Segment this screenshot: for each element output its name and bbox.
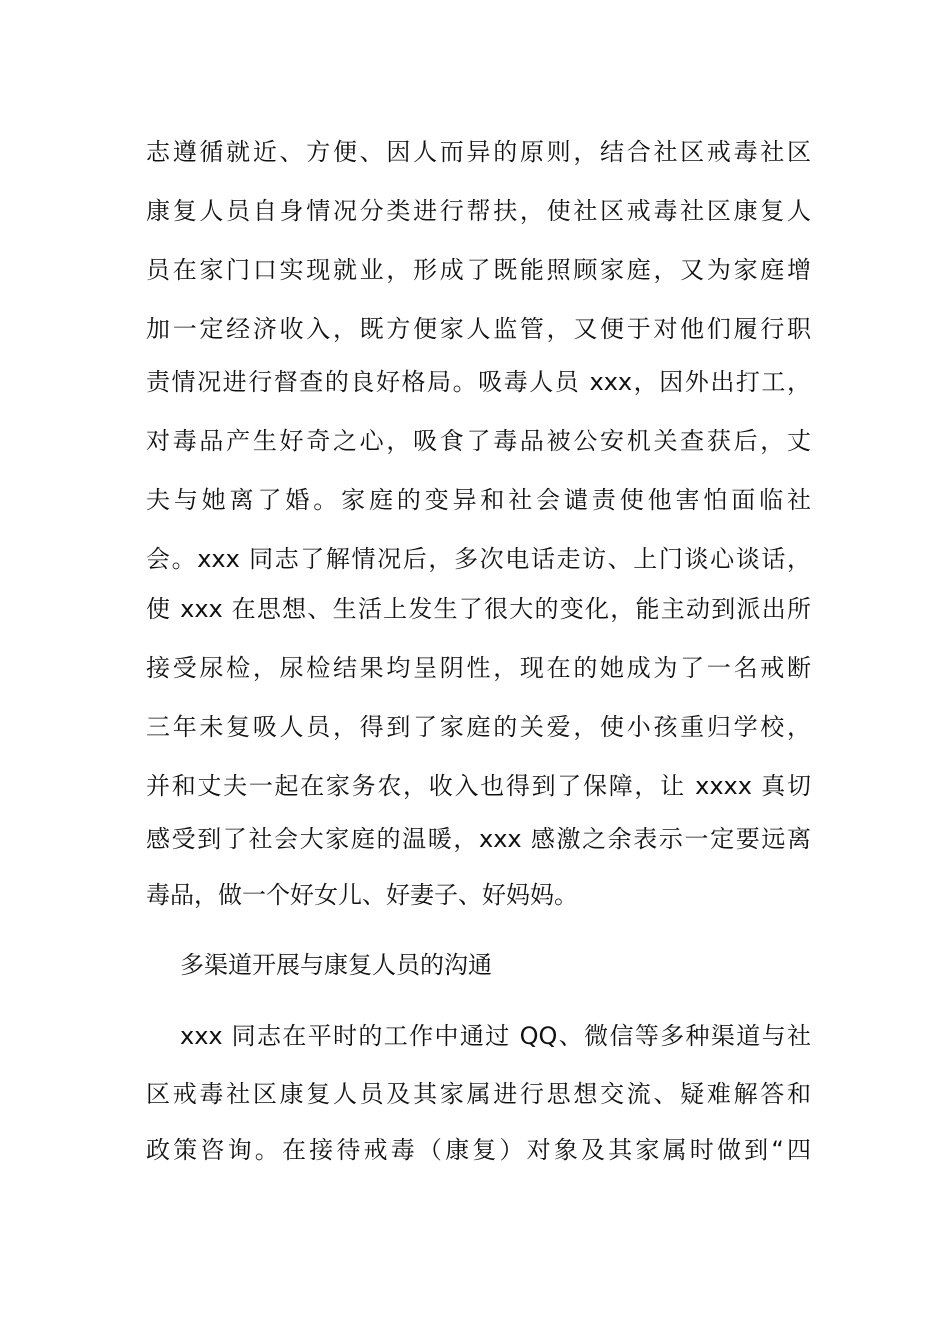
paragraph-line: 并和丈夫一起在家务农，收入也得到了保障，让 xxxx 真切 bbox=[146, 772, 811, 800]
paragraph-line: 区戒毒社区康复人员及其家属进行思想交流、疑难解答和 bbox=[146, 1080, 811, 1108]
paragraph-line: 毒品，做一个好女儿、好妻子、好妈妈。 bbox=[146, 881, 578, 909]
paragraph-line: 会。xxx 同志了解情况后，多次电话走访、上门谈心谈话， bbox=[146, 545, 811, 573]
paragraph-line: 员在家门口实现就业，形成了既能照顾家庭，又为家庭增 bbox=[146, 256, 811, 284]
paragraph-line: 三年未复吸人员，得到了家庭的关爱，使小孩重归学校， bbox=[146, 713, 811, 741]
paragraph-line: 志遵循就近、方便、因人而异的原则，结合社区戒毒社区 bbox=[146, 138, 811, 166]
paragraph-line: 接受尿检，尿检结果均呈阴性，现在的她成为了一名戒断 bbox=[146, 654, 811, 682]
paragraph-line: xxx 同志在平时的工作中通过 QQ、微信等多种渠道与社 bbox=[180, 1022, 811, 1050]
section-heading: 多渠道开展与康复人员的沟通 bbox=[180, 951, 492, 979]
paragraph-line: 责情况进行督查的良好格局。吸毒人员 xxx，因外出打工， bbox=[146, 368, 811, 396]
paragraph-line: 康复人员自身情况分类进行帮扶，使社区戒毒社区康复人 bbox=[146, 197, 811, 225]
paragraph-line: 使 xxx 在思想、生活上发生了很大的变化，能主动到派出所 bbox=[146, 595, 811, 623]
paragraph-line: 感受到了社会大家庭的温暖，xxx 感激之余表示一定要远离 bbox=[146, 825, 811, 853]
paragraph-line: 对毒品产生好奇之心，吸食了毒品被公安机关查获后，丈 bbox=[146, 427, 811, 455]
paragraph-line: 政策咨询。在接待戒毒（康复）对象及其家属时做到“四 bbox=[146, 1136, 811, 1164]
paragraph-line: 夫与她离了婚。家庭的变异和社会谴责使他害怕面临社 bbox=[146, 486, 811, 514]
paragraph-line: 加一定经济收入，既方便家人监管，又便于对他们履行职 bbox=[146, 315, 811, 343]
